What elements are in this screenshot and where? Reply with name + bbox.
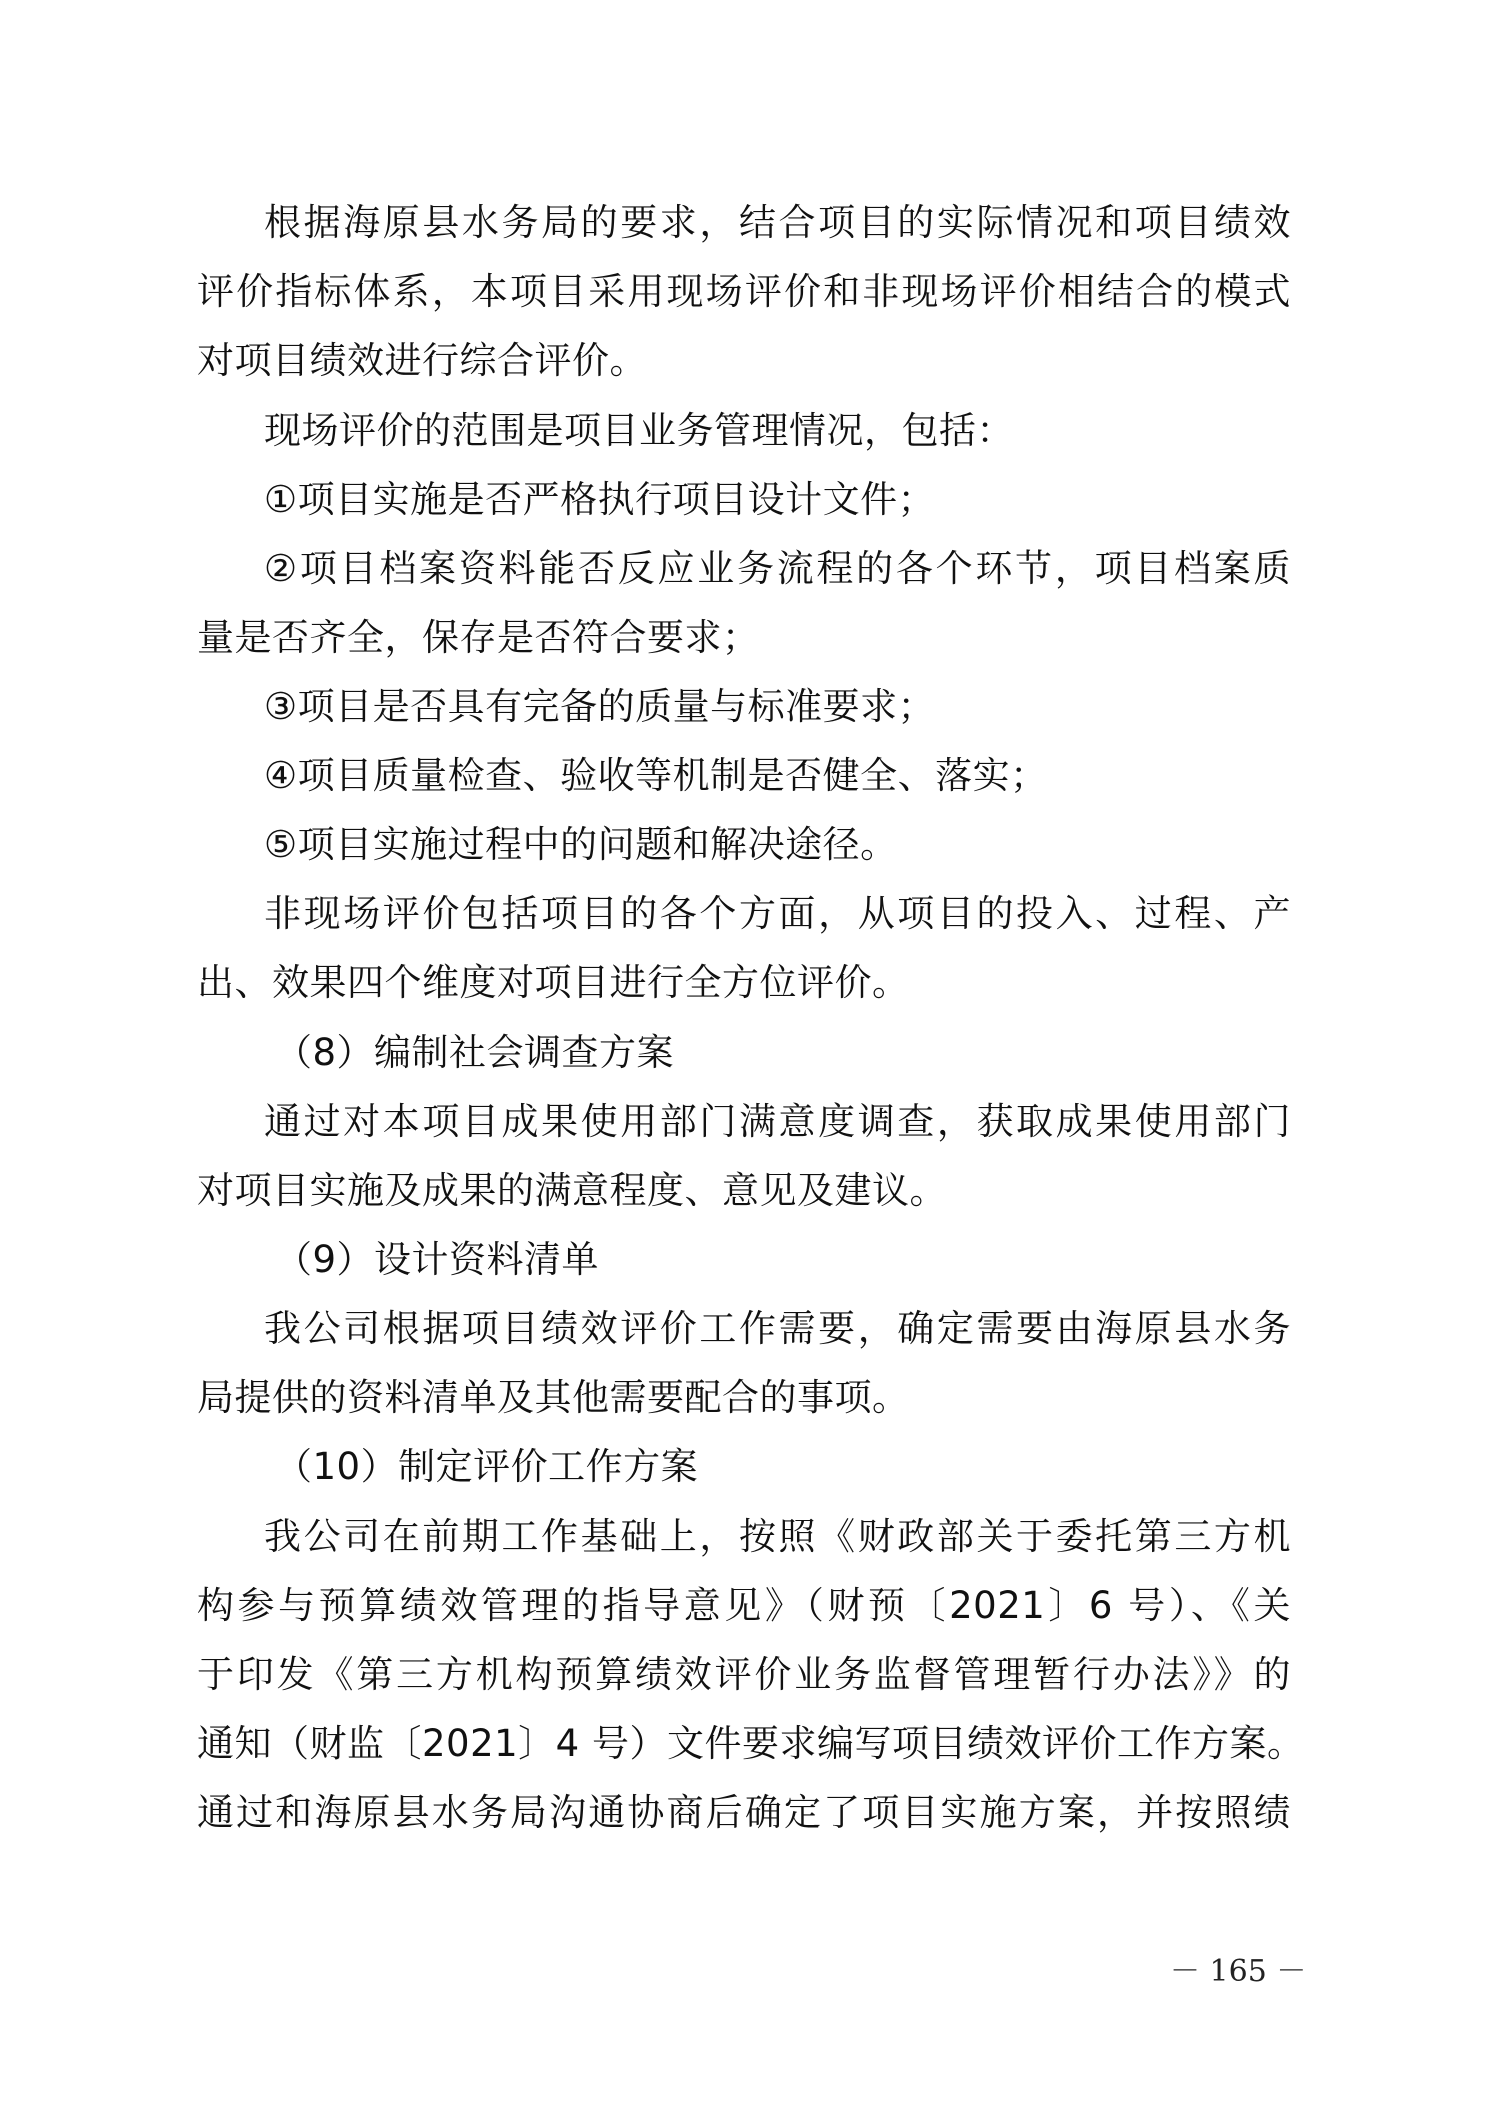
section-heading: （9）设计资料清单 <box>275 1238 600 1281</box>
list-item: ③项目是否具有完备的质量与标准要求； <box>264 685 936 728</box>
list-item: ⑤项目实施过程中的问题和解决途径。 <box>264 823 898 866</box>
list-item: ①项目实施是否严格执行项目设计文件； <box>264 478 936 521</box>
paragraph-line: 对项目实施及成果的满意程度、意见及建议。 <box>197 1169 947 1212</box>
paragraph-line: 现场评价的范围是项目业务管理情况，包括： <box>264 409 1014 452</box>
paragraph-line: 通过对本项目成果使用部门满意度调查，获取成果使用部门 <box>264 1100 1291 1143</box>
paragraph-line: 我公司根据项目绩效评价工作需要，确定需要由海原县水务 <box>264 1307 1291 1350</box>
paragraph-line: 出、效果四个维度对项目进行全方位评价。 <box>197 961 910 1004</box>
paragraph-line: 对项目绩效进行综合评价。 <box>197 339 647 382</box>
paragraph-line: 构参与预算绩效管理的指导意见》（财预〔2021〕6 号）、《关 <box>197 1584 1291 1627</box>
paragraph-line: 量是否齐全，保存是否符合要求； <box>197 616 760 659</box>
paragraph-line: 非现场评价包括项目的各个方面，从项目的投入、过程、产 <box>264 892 1291 935</box>
paragraph-line: 通知（财监〔2021〕4 号）文件要求编写项目绩效评价工作方案。 <box>197 1722 1305 1765</box>
page-number: － 165 － <box>1170 1954 1307 1989</box>
paragraph-line: 我公司在前期工作基础上，按照《财政部关于委托第三方机 <box>264 1515 1291 1558</box>
paragraph-line: 局提供的资料清单及其他需要配合的事项。 <box>197 1376 910 1419</box>
paragraph-line: 通过和海原县水务局沟通协商后确定了项目实施方案，并按照绩 <box>197 1791 1291 1834</box>
paragraph-line: 评价指标体系，本项目采用现场评价和非现场评价相结合的模式 <box>197 270 1291 313</box>
list-item: ②项目档案资料能否反应业务流程的各个环节，项目档案质 <box>264 547 1291 590</box>
list-item: ④项目质量检查、验收等机制是否健全、落实； <box>264 754 1048 797</box>
section-heading: （10）制定评价工作方案 <box>275 1445 699 1488</box>
section-heading: （8）编制社会调查方案 <box>275 1031 675 1074</box>
paragraph-line: 根据海原县水务局的要求，结合项目的实际情况和项目绩效 <box>264 201 1291 244</box>
paragraph-line: 于印发《第三方机构预算绩效评价业务监督管理暂行办法》》的 <box>197 1653 1291 1696</box>
